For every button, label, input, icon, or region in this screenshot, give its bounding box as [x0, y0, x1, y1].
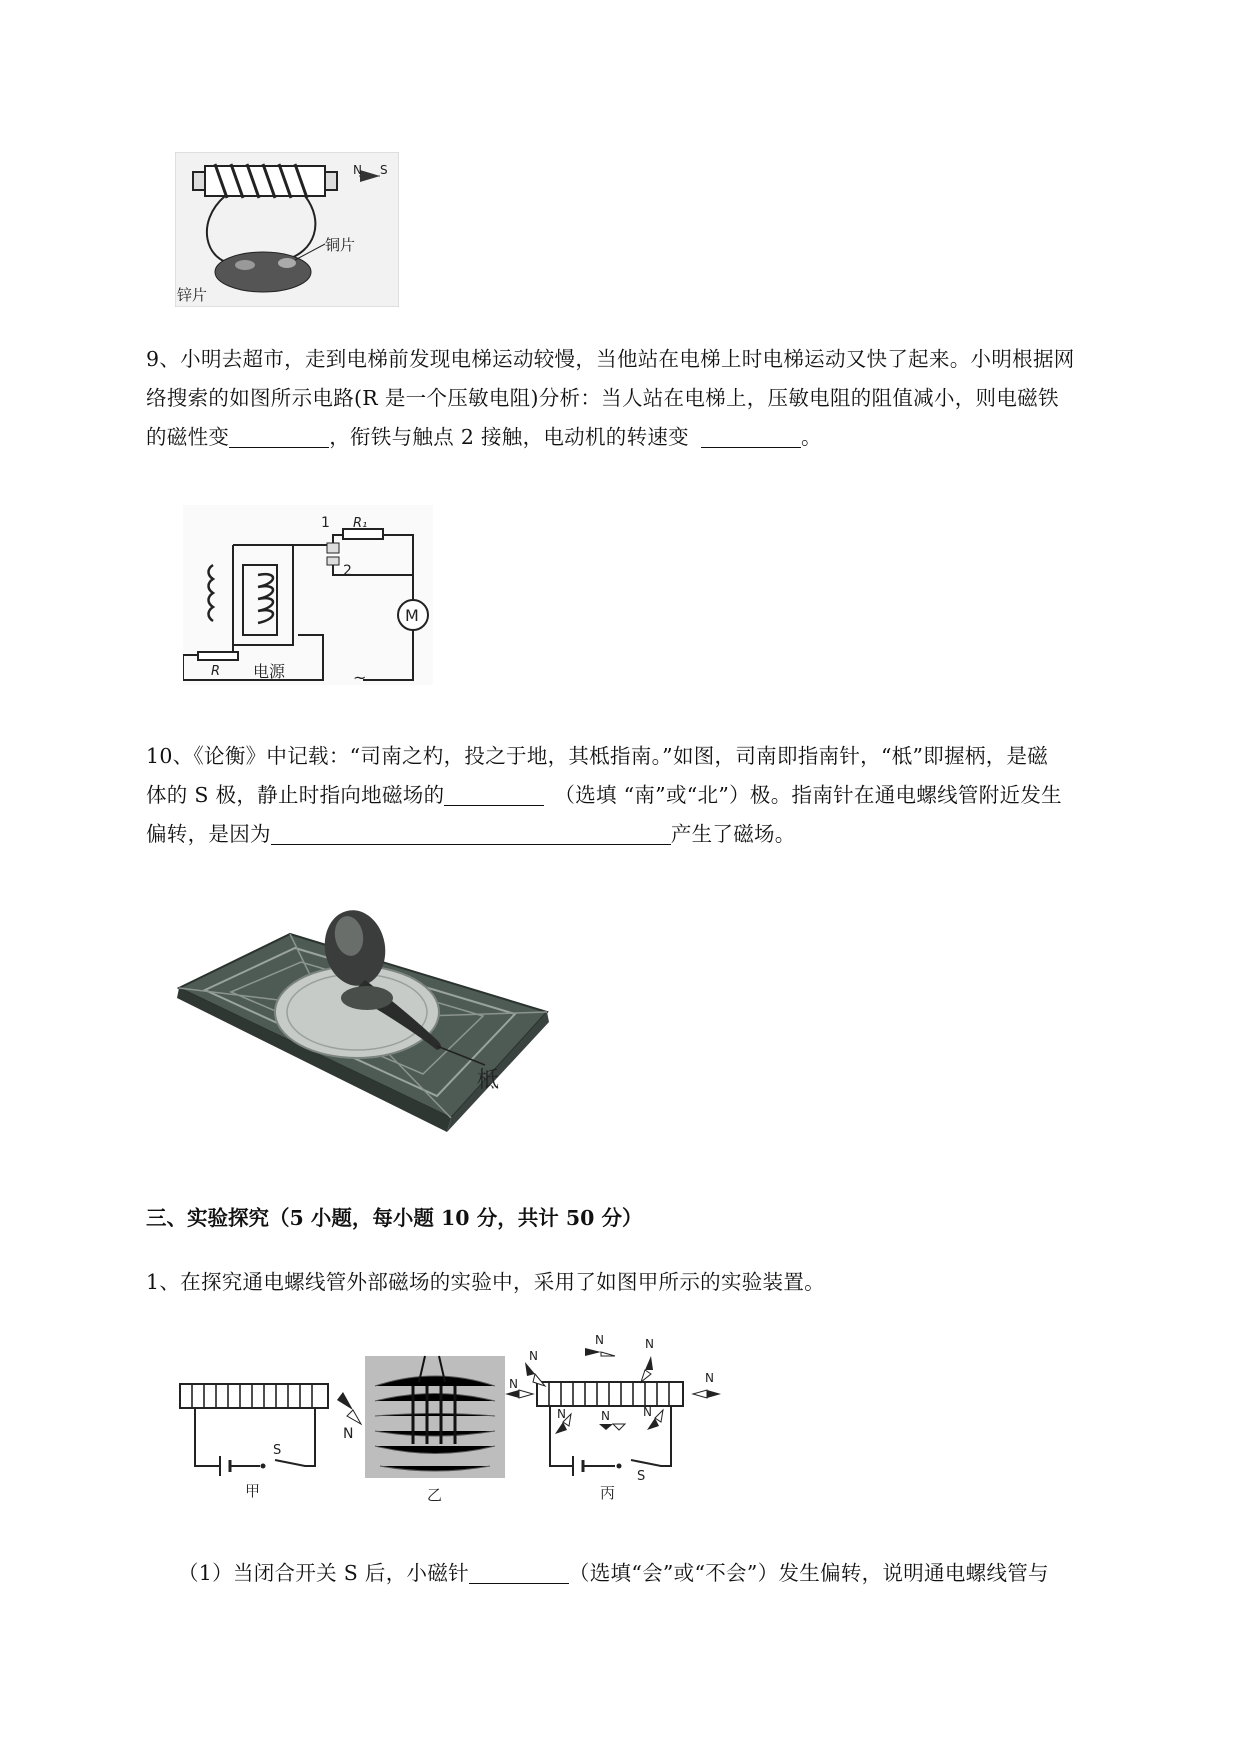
compass-n-label: N — [353, 163, 362, 177]
resistor-r1-label: R₁ — [353, 516, 368, 531]
q1-sub-1-text-b: （选填“会”或“不会”）发生偏转，说明通电螺线管与 — [568, 1561, 1049, 1585]
sinan-compass-figure — [175, 890, 555, 1150]
q10-line-2 — [146, 776, 1146, 815]
q9-blank-magnetism[interactable] — [229, 423, 329, 448]
caption-bing: 丙 — [600, 1484, 616, 1502]
q10-blank-reason[interactable] — [271, 820, 671, 845]
copper-label: 铜片 — [325, 236, 356, 254]
q9-line-1: 9、小明去超市，走到电梯前发现电梯运动较慢，当他站在电梯上时电梯运动又快了起来。小明根据网 — [146, 347, 1075, 371]
caption-jia: 甲 — [245, 1482, 261, 1500]
q10-line-3 — [146, 815, 1146, 854]
question-9 — [146, 340, 1146, 457]
q9-line-2: 络搜索的如图所示电路(R 是一个压敏电阻)分析：当人站在电梯上，压敏电阻的阻值减小，则电磁铁 — [146, 386, 1059, 410]
q1-sub-1-text-a: （1）当闭合开关 S 后，小磁针 — [178, 1561, 469, 1585]
q10-blank-pole[interactable] — [444, 781, 544, 806]
solenoid-experiment-figure — [175, 1326, 735, 1506]
switch-s-label-bing: S — [637, 1469, 646, 1484]
zinc-label: 锌片 — [177, 286, 208, 304]
needle-n-label: N — [343, 1426, 354, 1442]
question-10 — [146, 737, 1146, 854]
needle-n-label: N — [645, 1337, 654, 1351]
q10-line-2-text-a: 体的 S 极，静止时指向地磁场的 — [146, 783, 445, 807]
setup-bing — [505, 1333, 721, 1502]
q1-intro: 1、在探究通电螺线管外部磁场的实验中，采用了如图甲所示的实验装置。 — [146, 1270, 825, 1294]
q10-line-1: 10、《论衡》中记载：“司南之杓，投之于地，其柢指南。”如图，司南即指南针，“柢”即握柄，是磁 — [146, 744, 1049, 768]
needle-n-label: N — [557, 1407, 566, 1421]
q10-line-3-text-b: 产生了磁场。 — [670, 822, 796, 846]
setup-yi — [365, 1356, 505, 1504]
section-3-title: 三、实验探究（5 小题，每小题 10 分，共计 50 分） — [146, 1206, 643, 1230]
compass-s-label: S — [380, 163, 388, 177]
ac-symbol-label: ~ — [353, 668, 367, 685]
q1-blank-deflect[interactable] — [469, 1559, 569, 1584]
resistor-r-label: R — [211, 664, 221, 679]
caption-yi: 乙 — [427, 1486, 443, 1504]
q9-line-3-text-a: 的磁性变 — [146, 425, 230, 449]
q1-sub-1 — [178, 1554, 1158, 1593]
elevator-circuit-figure — [183, 505, 433, 685]
q9-line-3 — [146, 418, 1146, 457]
q10-line-3-text-a: 偏转，是因为 — [146, 822, 271, 846]
setup-jia — [180, 1384, 361, 1500]
q9-line-3-text-c: 。 — [800, 425, 822, 449]
q9-line-3-text-b: ，衔铁与触点 2 接触，电动机的转速变 — [329, 425, 689, 449]
handle-label: 柢 — [477, 1068, 500, 1093]
needle-n-label: N — [705, 1371, 714, 1385]
needle-n-label: N — [595, 1333, 604, 1347]
contact-1-label: 1 — [321, 515, 330, 531]
motor-label: M — [405, 606, 419, 625]
needle-n-label: N — [601, 1409, 610, 1423]
battery-coil-figure — [175, 152, 399, 307]
switch-s-label-jia: S — [273, 1443, 282, 1458]
needle-n-label: N — [529, 1349, 538, 1363]
q9-blank-speed[interactable] — [701, 423, 801, 448]
contact-2-label: 2 — [343, 563, 352, 579]
needle-n-label: N — [509, 1377, 518, 1391]
q10-line-2-text-b: （选填 “南”或“北”）极。指南针在通电螺线管附近发生 — [554, 783, 1062, 807]
needle-n-label: N — [643, 1405, 652, 1419]
power-source-label: 电源 — [253, 662, 286, 681]
